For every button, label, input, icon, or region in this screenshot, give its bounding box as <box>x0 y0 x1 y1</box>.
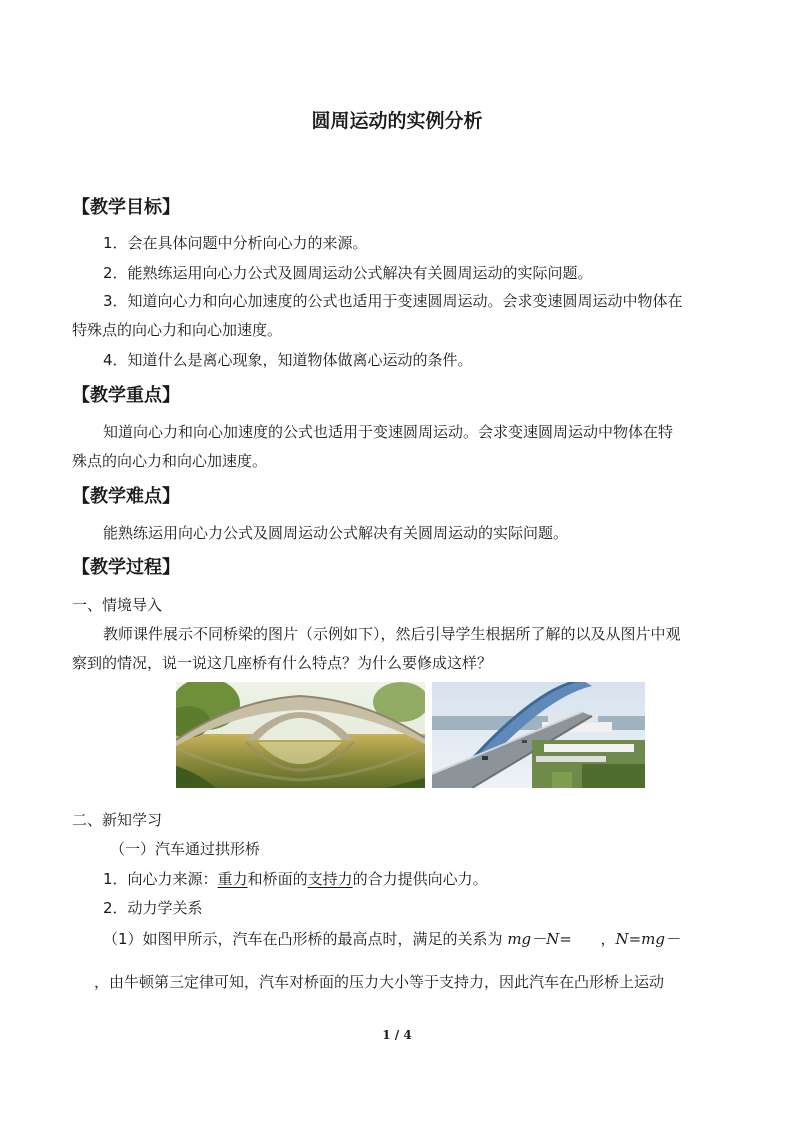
item-convex-bridge <box>103 929 680 949</box>
goal-item: 1．会在具体问题中分析向心力的来源。 <box>103 234 368 252</box>
process-heading: 【教学过程】 <box>72 557 180 578</box>
arch-bridge-photo <box>176 682 425 788</box>
item-text: ， <box>571 930 616 948</box>
item-text: （1）如图甲所示，汽车在凸形桥的最高点时，满足的关系为 <box>103 930 508 948</box>
subsection-heading: （一）汽车通过拱形桥 <box>110 840 261 858</box>
part2-heading: 二、新知学习 <box>72 811 163 829</box>
equation: N=mg－ <box>615 930 680 948</box>
page-number: 1 / 4 <box>382 1028 412 1042</box>
cable-bridge-photo <box>432 682 645 788</box>
part1-line: 察到的情况，说一说这几座桥有什么特点？为什么要修成这样？ <box>72 654 493 672</box>
item-centripetal-source <box>103 869 488 889</box>
item-text: 和桥面的 <box>247 870 308 888</box>
equation: mg－N= <box>507 930 572 948</box>
gravity-underlined: 重力 <box>217 870 248 888</box>
goal-item: 2．能熟练运用向心力公式及圆周运动公式解决有关圆周运动的实际问题。 <box>103 264 593 282</box>
key-points-line: 知道向心力和向心加速度的公式也适用于变速圆周运动。会求变速圆周运动中物体在特 <box>103 423 674 441</box>
goal-item: 3．知道向心力和向心加速度的公式也适用于变速圆周运动。会求变速圆周运动中物体在 <box>103 292 683 310</box>
key-points-line: 殊点的向心力和向心加速度。 <box>72 452 268 470</box>
support-force-underlined: 支持力 <box>307 870 353 888</box>
difficulty-heading: 【教学难点】 <box>72 486 180 507</box>
difficulty-line: 能熟练运用向心力公式及圆周运动公式解决有关圆周运动的实际问题。 <box>103 524 569 542</box>
item-continued: ，由牛顿第三定律可知，汽车对桥面的压力大小等于支持力，因此汽车在凸形桥上运动 <box>94 973 665 991</box>
key-points-heading: 【教学重点】 <box>72 385 180 406</box>
goal-item-continued: 特殊点的向心力和向心加速度。 <box>72 321 283 339</box>
page-title: 圆周运动的实例分析 <box>311 110 483 132</box>
item-text: 的合力提供向心力。 <box>352 870 488 888</box>
item-text: 1．向心力来源： <box>103 870 218 888</box>
goals-heading: 【教学目标】 <box>72 197 180 218</box>
item-dynamics: 2．动力学关系 <box>103 899 203 917</box>
part1-line: 教师课件展示不同桥梁的图片（示例如下），然后引导学生根据所了解的以及从图片中观 <box>103 625 681 643</box>
goal-item: 4．知道什么是离心现象，知道物体做离心运动的条件。 <box>103 351 473 369</box>
part1-heading: 一、情境导入 <box>72 596 163 614</box>
